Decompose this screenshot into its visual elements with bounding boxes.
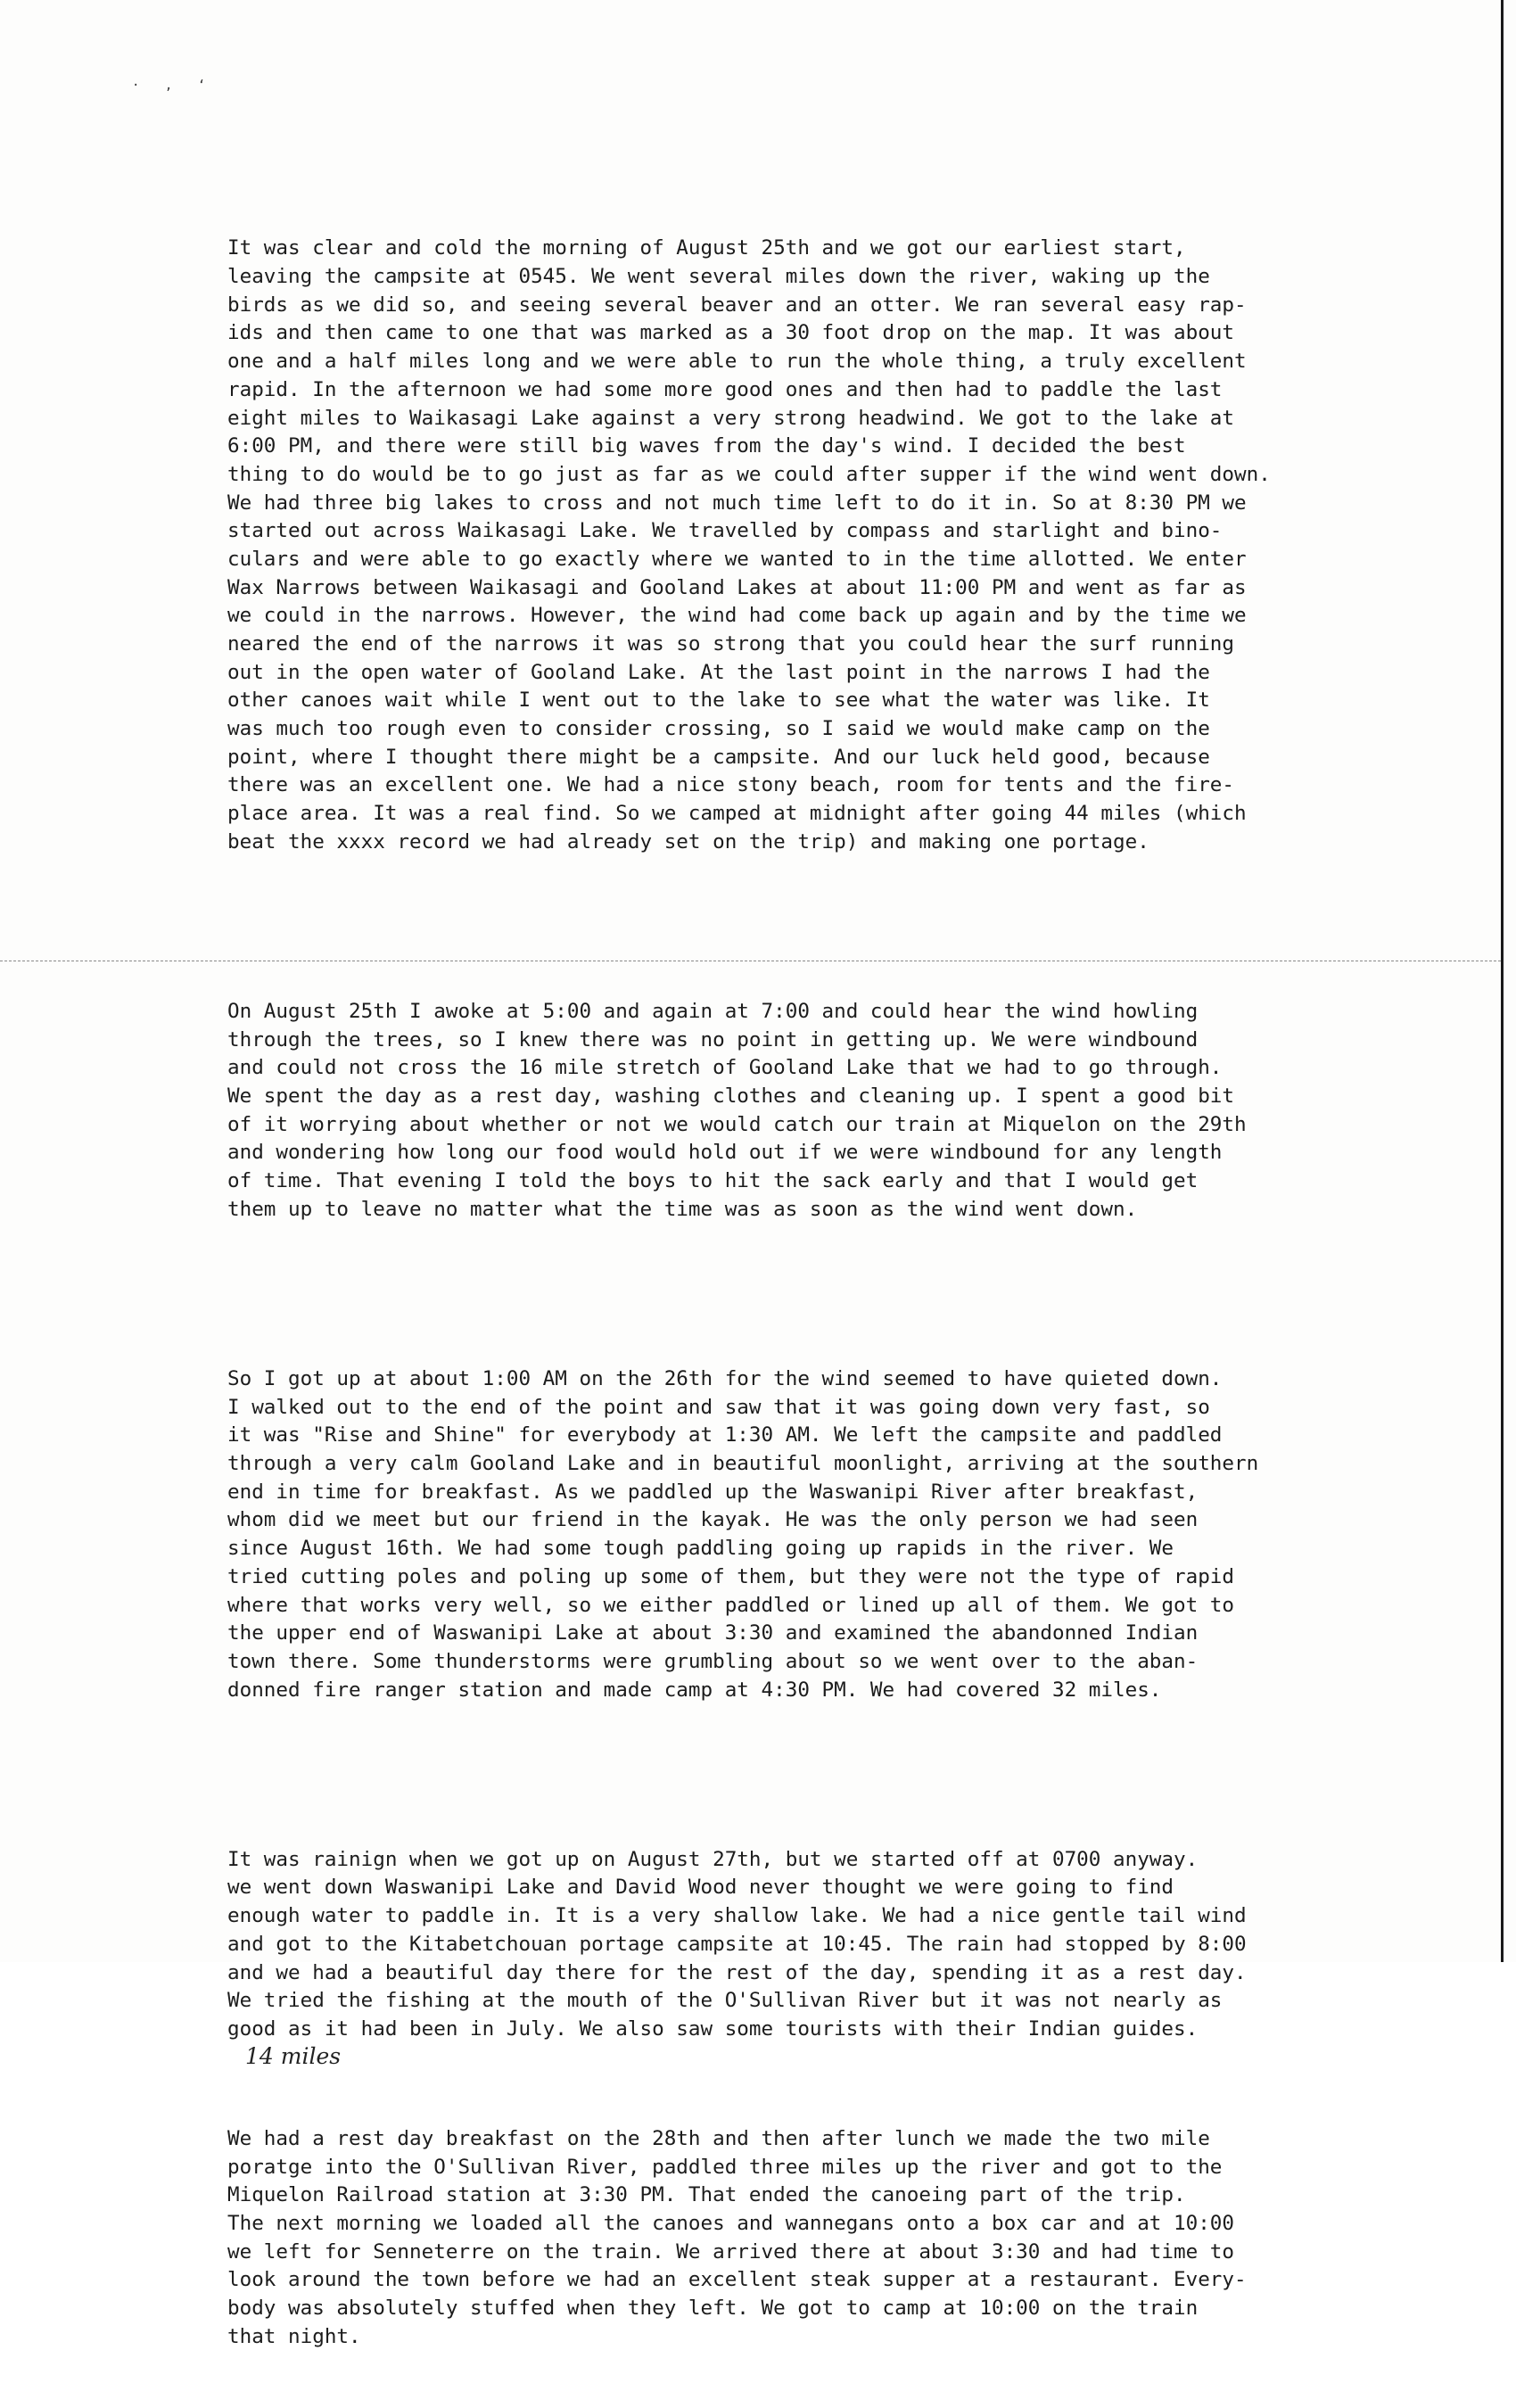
typed-line: point, where I thought there might be a campsite. And our luck held good, because (227, 745, 1210, 769)
typed-line: out in the open water of Gooland Lake. At the last point in the narrows I had the (227, 660, 1210, 684)
typed-line: tried cutting poles and poling up some of them, but they were not the type of rapid (227, 1564, 1235, 1588)
paragraph-august-27 (227, 1846, 1485, 2069)
page-edge-shadow (1501, 0, 1504, 1962)
typed-line: It was clear and cold the morning of August 25th and we got our earliest start, (227, 236, 1186, 260)
typed-line: look around the town before we had an excellent steak supper at a restaurant. Every- (227, 2268, 1247, 2292)
typed-line: and we had a beautiful day there for the rest of the day, spending it as a rest day. (227, 1960, 1247, 1984)
stray-marks: · , ‘ (132, 78, 215, 93)
typed-line: I walked out to the end of the point and saw that it was going down very fast, so (227, 1395, 1210, 1419)
typed-line: since August 16th. We had some tough paddling going up rapids in the river. We (227, 1537, 1174, 1561)
typed-line: other canoes wait while I went out to the lake to see what the water was like. It (227, 689, 1210, 713)
typed-line: we left for Senneterre on the train. We arrived there at about 3:30 and had time to (227, 2239, 1235, 2264)
typed-line: Wax Narrows between Waikasagi and Gooland Lakes at about 11:00 PM and went as far as (227, 575, 1247, 599)
typed-line: it was "Rise and Shine" for everybody at 1:30 AM. We left the campsite and paddled (227, 1423, 1223, 1447)
typed-line: birds as we did so, and seeing several beaver and an otter. We ran several easy rap- (227, 293, 1247, 317)
typed-line: 6:00 PM, and there were still big waves from the day's wind. I decided the best (227, 434, 1186, 458)
typed-line: end in time for breakfast. As we paddled up the Waswanipi River after breakfast, (227, 1480, 1199, 1504)
typed-line: started out across Waikasagi Lake. We travelled by compass and starlight and bino- (227, 519, 1223, 543)
typed-line: we went down Waswanipi Lake and David Wood never thought we were going to find (227, 1876, 1174, 1900)
typed-line: of it worrying about whether or not we would catch our train at Miquelon on the 29th (227, 1112, 1247, 1136)
typed-line: We had a rest day breakfast on the 28th and then after lunch we made the two mile (227, 2127, 1210, 2150)
typed-line: poratge into the O'Sullivan River, paddled three miles up the river and got to the (227, 2155, 1223, 2179)
typed-line: It was rainign when we got up on August 27th, but we started off at 0700 anyway. (227, 1847, 1199, 1871)
paragraph-windbound (227, 998, 1485, 1225)
paragraph-gap (227, 1281, 1485, 1309)
typed-line: donned fire ranger station and made camp at 4:30 PM. We had covered 32 miles. (227, 1678, 1162, 1702)
typed-line: We tried the fishing at the mouth of the O'Sullivan River but it was not nearly as (227, 1989, 1223, 2013)
typed-line: We spent the day as a rest day, washing clothes and cleaning up. I spent a good bit (227, 1084, 1235, 1109)
typed-line: was much too rough even to consider crossing, so I said we would make camp on the (227, 717, 1210, 741)
typed-line: and got to the Kitabetchouan portage campsite at 10:45. The rain had stopped by 8:00 (227, 1932, 1247, 1956)
typed-line: place area. It was a real find. So we camped at midnight after going 44 miles (which (227, 802, 1247, 826)
typed-line: them up to leave no matter what the time was as soon as the wind went down. (227, 1197, 1138, 1221)
typed-line: enough water to paddle in. It is a very shallow lake. We had a nice gentle tail wind (227, 1904, 1247, 1928)
typed-line: Miquelon Railroad station at 3:30 PM. That ended the canoeing part of the trip. (227, 2183, 1186, 2207)
typed-line: thing to do would be to go just as far as we could after supper if the wind went down. (227, 462, 1271, 486)
typed-line: there was an excellent one. We had a nice stony beach, room for tents and the fire- (227, 773, 1235, 797)
typed-line: where that works very well, so we either paddled or lined up all of them. We got to (227, 1593, 1235, 1617)
typed-line: whom did we meet but our friend in the kayak. He was the only person we had seen (227, 1508, 1199, 1532)
typed-line: leaving the campsite at 0545. We went several miles down the river, waking up the (227, 265, 1210, 289)
typed-line: ids and then came to one that was marked as a 30 foot drop on the map. It was about (227, 321, 1235, 345)
typed-line: On August 25th I awoke at 5:00 and again at 7:00 and could hear the wind howling (227, 1000, 1199, 1024)
typed-line: neared the end of the narrows it was so strong that you could hear the surf running (227, 632, 1235, 656)
typed-line: one and a half miles long and we were able to run the whole thing, a truly excellent (227, 350, 1247, 374)
typewritten-body (227, 178, 1485, 2408)
typed-line: and wondering how long our food would hold out if we were windbound for any length (227, 1141, 1223, 1165)
handwritten-annotation: 14 miles (245, 2042, 342, 2069)
paragraph-august-25 (227, 235, 1485, 856)
typed-line: The next morning we loaded all the canoes and wannegans onto a box car and at 10:00 (227, 2212, 1235, 2236)
typed-line: through the trees, so I knew there was no point in getting up. We were windbound (227, 1027, 1199, 1051)
typed-line: of time. That evening I told the boys to hit the sack early and that I would get (227, 1169, 1199, 1193)
typed-line: rapid. In the afternoon we had some more good ones and then had to paddle the last (227, 377, 1223, 401)
paragraph-gap (227, 913, 1485, 942)
typed-line: So I got up at about 1:00 AM on the 26th for the wind seemed to have quieted down. (227, 1367, 1223, 1391)
paragraph-august-28 (227, 2125, 1485, 2352)
typed-line: town there. Some thunderstorms were grumbling about so we went over to the aban- (227, 1649, 1199, 1673)
typed-line: through a very calm Gooland Lake and in beautiful moonlight, arriving at the southern (227, 1452, 1259, 1476)
typed-line: beat the xxxx record we had already set on the trip) and making one portage. (227, 829, 1149, 854)
typed-line: that night. (227, 2324, 361, 2348)
typed-line: the upper end of Waswanipi Lake at about 3:30 and examined the abandonned Indian (227, 1621, 1199, 1645)
typed-line: eight miles to Waikasagi Lake against a very strong headwind. We got to the lake at (227, 406, 1235, 430)
typed-line: body was absolutely stuffed when they left. We got to camp at 10:00 on the train (227, 2297, 1199, 2321)
typed-line: good as it had been in July. We also saw some tourists with their Indian guides. (227, 2016, 1199, 2041)
paragraph-august-26 (227, 1365, 1485, 1704)
paragraph-gap (227, 1761, 1485, 1790)
typed-line: and could not cross the 16 mile stretch of Gooland Lake that we had to go through. (227, 1056, 1223, 1080)
typed-line: culars and were able to go exactly where we wanted to in the time allotted. We enter (227, 547, 1247, 571)
typed-line: we could in the narrows. However, the wind had come back up again and by the time we (227, 604, 1247, 628)
typed-line: We had three big lakes to cross and not much time left to do it in. So at 8:30 PM we (227, 491, 1247, 515)
